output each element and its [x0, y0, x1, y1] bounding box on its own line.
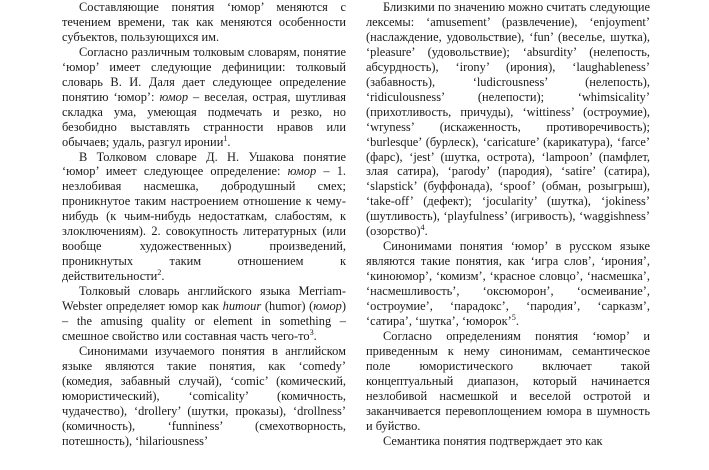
- footnote-marker: 2: [157, 268, 162, 278]
- text-run: Близкими по значению можно считать следующие лексемы: ‘amusement’ (развлечение), ‘enjoyment’ (наслаждение, удовольствие), ‘fun’ (веселье, шутка), ‘pleasure’ (удовольствие); ‘absurdity’ (нелепость, абсурдность), ‘irony’ (ирония), ‘laughableness’ (забавность), ‘ludicrousness’ (нелепость), ‘ridiculousness’ (нелепости); ‘whimsicality’ (прихотливость, причуды), ‘wittiness’ (остроумие), ‘wryness’ (искаженность, противоречивость); ‘burlesque’ (бурлеск), ‘caricature’ (карикатура), ‘farce’ (фарс), ‘jest’ (шутка, острота), ‘lampoon’ (памфлет, злая сатира), ‘parody’ (пародия), ‘satire’ (сатира), ‘slapstick’ (буффонада), ‘spoof’ (обман, розыгрыш), ‘take-off’ (дефект); ‘jocularity’ (шутка), ‘jokiness’ (шутливость), ‘playfulness’ (игривость), ‘waggishness’ (озорство): [366, 0, 650, 239]
- text-run: (humor) (: [261, 299, 314, 314]
- text-run: Семантика понятия подтверждает это как: [383, 433, 603, 448]
- text-run: ) – the amusing quality or element in something – смешное свойство или составная часть чего-то: [62, 299, 346, 343]
- text-run: Синонимами изучаемого понятия в английском языке являются такие понятия, как ‘comedy’ (комедия, забавный случай), ‘comic’ (комический, юмористический), ‘comicality’ (комичность, чудачество), ‘drollery’ (шутки, проказы), ‘drollness’ (комичность), ‘funniness’ (смехотворность, потешность), ‘hilariousness’: [62, 343, 346, 448]
- text-run: .: [424, 224, 428, 239]
- footnote-marker: 4: [420, 223, 425, 233]
- paragraph: [62, 150, 346, 285]
- text-run: – 1. незлобивая насмешка, добродушный смех; проникнутое таким настроением отношение к чему-нибудь (к чьим-нибудь недостаткам, слабостям, к злоключениям). 2. совокупность литературных (или вообще художественных) произведений, проникнутых таким отношением к действительности: [62, 164, 346, 284]
- text-run: Синонимами понятия ‘юмор’ в русском языке являются такие понятия, как ‘игра слов’, ‘ирония’, ‘киноюмор’, ‘комизм’, ‘красное словцо’, ‘насмешка’, ‘насмешливость’, ‘оксюморон’, ‘осмеивание’, ‘остроумие’, ‘парадокс’, ‘пародия’, ‘сарказм’, ‘сатира’, ‘шутка’, ‘юморок’: [366, 239, 650, 329]
- paragraph: [366, 239, 650, 329]
- paragraph: [366, 0, 650, 239]
- text-run: .: [515, 314, 519, 329]
- text-run: Согласно различным толковым словарям, понятие ‘юмор’ имеет следующие дефиниции: толковый словарь В. И. Даля дает следующее определение понятию ‘юмор’:: [62, 44, 346, 104]
- paragraph: [62, 45, 346, 150]
- paragraph: [366, 434, 650, 449]
- paragraph: [62, 284, 346, 344]
- text-run: .: [313, 328, 317, 343]
- text-run: – веселая, острая, шутливая складка ума, умеющая подмечать и резко, но безобидно выставлять странности нравов или обычаев; удаль, разгул иронии: [62, 89, 346, 149]
- text-run: Составляющие понятия ‘юмор’ меняются с течением времени, так как меняются особенности субъектов, пользующихся им.: [62, 0, 346, 44]
- italic-term: юмор: [159, 89, 189, 104]
- footnote-marker: 5: [511, 312, 516, 322]
- footnote-marker: 1: [223, 133, 228, 143]
- italic-term: humour: [222, 299, 262, 314]
- paragraph: [62, 0, 346, 45]
- text-run: .: [227, 134, 231, 149]
- italic-term: юмор: [287, 164, 317, 179]
- text-run: .: [161, 269, 165, 284]
- two-column-text-body: [62, 0, 650, 470]
- paragraph: [62, 344, 346, 449]
- text-run: В Толковом словаре Д. Н. Ушакова понятие ‘юмор’ имеет следующее определение:: [62, 149, 346, 179]
- footnote-marker: 3: [309, 327, 314, 337]
- paragraph: [366, 329, 650, 434]
- text-run: Толковый словарь английского языка Merriam-Webster определяет юмор как: [62, 284, 346, 314]
- left-text-column: [62, 0, 346, 470]
- right-text-column: [366, 0, 650, 470]
- italic-term: юмор: [313, 299, 342, 314]
- text-run: Согласно определениям понятия ‘юмор’ и приведенным к нему синонимам, семантическое поле юмористического включает такой концептуальный диапазон, который начинается незлобивой насмешкой и веселой остротой и заканчивается перевоплощением юмора в шумность и буйство.: [366, 328, 650, 433]
